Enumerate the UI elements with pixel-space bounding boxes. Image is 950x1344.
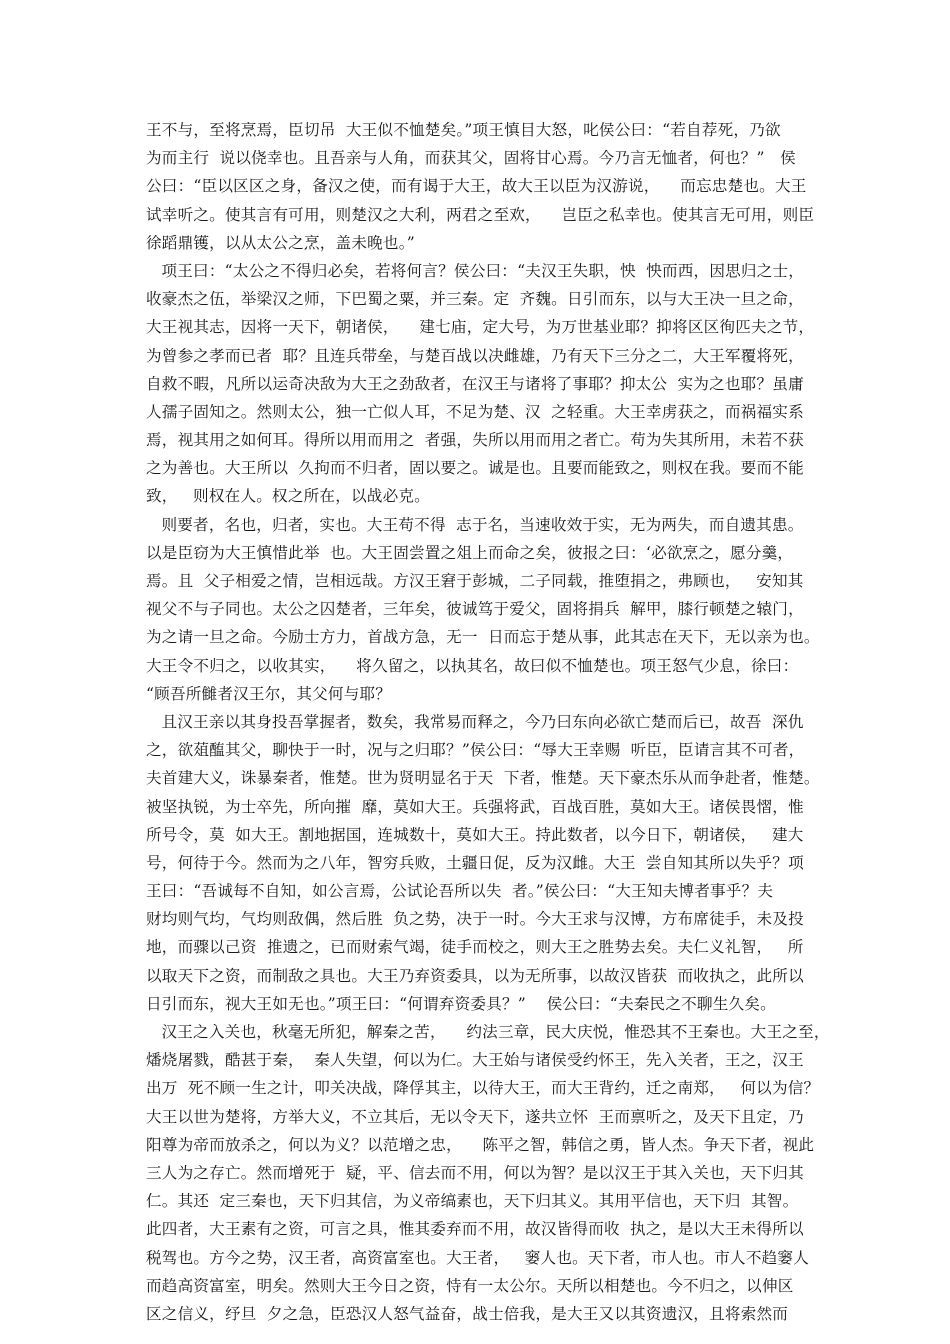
text-line: 大王令不归之，以收其实， 将久留之，以执其名，故曰似不恤楚也。项王怒气少息，徐曰： [146, 656, 799, 675]
text-line: 而趋高资富室，明矣。然则大王今日之资，恃有一太公尔。天所以相楚也。今不归之，以伸区 [146, 1276, 794, 1295]
text-line: 试幸听之。使其言有可用，则楚汉之大利，两君之至欢， 岂臣之私幸也。使其言无可用，则臣 [146, 205, 815, 224]
text-line: 三人为之存亡。然而增死于 疑，平、信去而不用，何以为智？是以汉王于其入关也，天下归其 [146, 1163, 804, 1182]
text-line: 项王曰：“太公之不得归必矣，若将何言？侯公曰：“夫汉王失职，怏 怏而西，因思归之士， [146, 261, 805, 280]
text-line: 人孺子固知之。然则太公，独一亡似人耳，不足为楚、汉 之轻重。大王幸虏获之，而祸福实系 [146, 402, 804, 421]
text-line: 号，何待于今。然而为之八年，智穷兵败，土疆日促，反为汉雌。大王 尝自知其所以失乎？项 [146, 853, 804, 872]
text-line: 则要者，名也，归者，实也。大王苟不得 志于名，当速收效于实，无为两失，而自遗其患。 [146, 515, 804, 534]
text-line: 仁。其还 定三秦也，天下归其信，为义帝缟素也，天下归其义。其用平信也，天下归 其智。 [146, 1192, 799, 1211]
body-text [146, 116, 830, 1328]
text-line: 出万 死不顾一生之计，叩关决战，降俘其主，以待大王，而大王背约，迁之南郑， 何以为信？ [146, 1079, 820, 1098]
text-line: 徐蹈鼎镬，以从太公之烹，盖未晚也。” [146, 233, 415, 252]
text-line: 为而主行 说以侥幸也。且吾亲与人角，而获其父，固将甘心焉。今乃言无恤者，何也？” 侯 [146, 149, 796, 168]
text-line: 区之信义，纾旦 夕之急，臣恐汉人怒气益奋，战士倍我，是大王又以其资遗汉，且将索然而 [146, 1304, 789, 1323]
text-line: 大王视其志，因将一天下，朝诸侯， 建七庙，定大号，为万世基业耶？抑将区区徇匹夫之节， [146, 318, 815, 337]
text-line: 为之请一旦之命。今励士方力，首战方急，无一 日而忘于楚从事，此其志在天下，无以亲为也。 [146, 628, 820, 647]
text-line: 收豪杰之伍，举梁汉之师，下巴蜀之粟，并三秦。定 齐魏。日引而东，以与大王决一旦之命， [146, 290, 804, 309]
text-line: 且汉王亲以其身投吾掌握者，数矣，我常易而释之，今乃曰东向必欲亡楚而后已，故吾 深仇 [146, 712, 804, 731]
text-line: 大王以世为楚将，方举大义，不立其后，无以令天下，遂共立怀 王而禀听之，及天下且定，乃 [146, 1107, 804, 1126]
text-line: 视父不与子同也。太公之囚楚者，三年矣，彼诚笃于爱父，固将捐兵 解甲，膝行顿楚之辕门， [146, 600, 804, 619]
text-line: 地，而骤以己资 推遗之，已而财索气竭，徒手而校之，则大王之胜势去矣。夫仁义礼智， 所 [146, 938, 804, 957]
text-line: 自救不暇，凡所以运奇决敌为大王之劲敌者，在汉王与诸将了事耶？抑太公 实为之也耶？虽庸 [146, 374, 804, 393]
text-line: 为曾参之孝而已者 耶？且连兵带垒，与楚百战以决雌雄，乃有天下三分之二，大王军覆将死， [146, 346, 804, 365]
text-line: 以取天下之资，而制敌之具也。大王乃弃资委具，以为无所事，以故汉皆获 而收执之，此所以 [146, 966, 804, 985]
text-line: 税驾也。方今之势，汉王者，高资富室也。大王者， 窭人也。天下者，市人也。市人不趋窭人 [146, 1248, 810, 1267]
text-line: 以是臣窃为大王慎惜此举 也。大王固尝置之俎上而命之矣，彼报之曰：‘必欲烹之，愿分羹， [146, 543, 794, 562]
text-line: 所号令，莫 如大王。割地据国，连城数十，莫如大王。持此数者，以今日下，朝诸侯， 建大 [146, 825, 804, 844]
text-line: 日引而东，视大王如无也。”项王曰：“何谓弃资委具？” 侯公曰：“夫秦民之不聊生久矣。 [146, 994, 776, 1013]
text-line: “顾吾所雠者汉王尔，其父何与耶？ [146, 684, 392, 703]
text-line: 被坚执锐，为士卒先，所向摧 靡，莫如大王。兵强将武，百战百胜，莫如大王。诸侯畏慴，惟 [146, 797, 804, 816]
text-line: 焉，视其用之如何耳。得所以用而用之 者强，失所以用而用之者亡。苟为失其所用，未若不获 [146, 431, 804, 450]
text-line: 燔烧屠戮，酷甚于秦， 秦人失望，何以为仁。大王始与诸侯受约怀王，先入关者，王之，汉王 [146, 1051, 804, 1070]
text-line: 焉。且 父子相爱之情，岂相远哉。方汉王窘于彭城，二子同载，推堕捐之，弗顾也， 安知其 [146, 572, 804, 590]
text-line: 财均则气均，气均则敌偶，然后胜 负之势，决于一时。今大王求与汉博，方布席徒手，未及投 [146, 910, 804, 929]
text-line: 此四者，大王素有之资，可言之具，惟其委弃而不用，故汉皆得而收 执之，是以大王未得所以 [146, 1220, 804, 1239]
text-line: 汉王之入关也，秋毫无所犯，解秦之苦， 约法三章，民大庆悦，惟恐其不王秦也。大王之至， [146, 1023, 830, 1041]
text-line: 之，欲葅醢其父，聊快于一时，况与之归耶？”侯公曰：“辱大王幸赐 听臣，臣请言其不可者， [146, 741, 805, 760]
text-line: 致， 则权在人。权之所在，以战必克。 [146, 487, 430, 506]
text-line: 公曰：“臣以区区之身，备汉之使，而有谒于大王，故大王以臣为汉游说， 而忘忠楚也。大王 [146, 177, 807, 196]
text-line: 王曰：“吾诚每不自知，如公言焉，公试论吾所以失 者。”侯公曰：“大王知夫博者事乎？夫 [146, 882, 774, 901]
text-line: 王不与，至将烹焉，臣切吊 大王似不恤楚矣。”项王慎目大怒，叱侯公曰：“若自荐死，乃欲 [146, 121, 781, 139]
text-line: 夫首建大义，诛暴秦者，惟楚。世为贤明显名于天 下者，惟楚。天下豪杰乐从而争赴者，惟楚。 [146, 769, 820, 788]
text-line: 阳尊为帝而放杀之，何以为义？以范增之忠， 陈平之智，韩信之勇，皆人杰。争天下者，视此 [146, 1135, 815, 1154]
text-line: 之为善也。大王所以 久拘而不归者，固以要之。诚是也。且要而能致之，则权在我。要而不能 [146, 459, 804, 478]
